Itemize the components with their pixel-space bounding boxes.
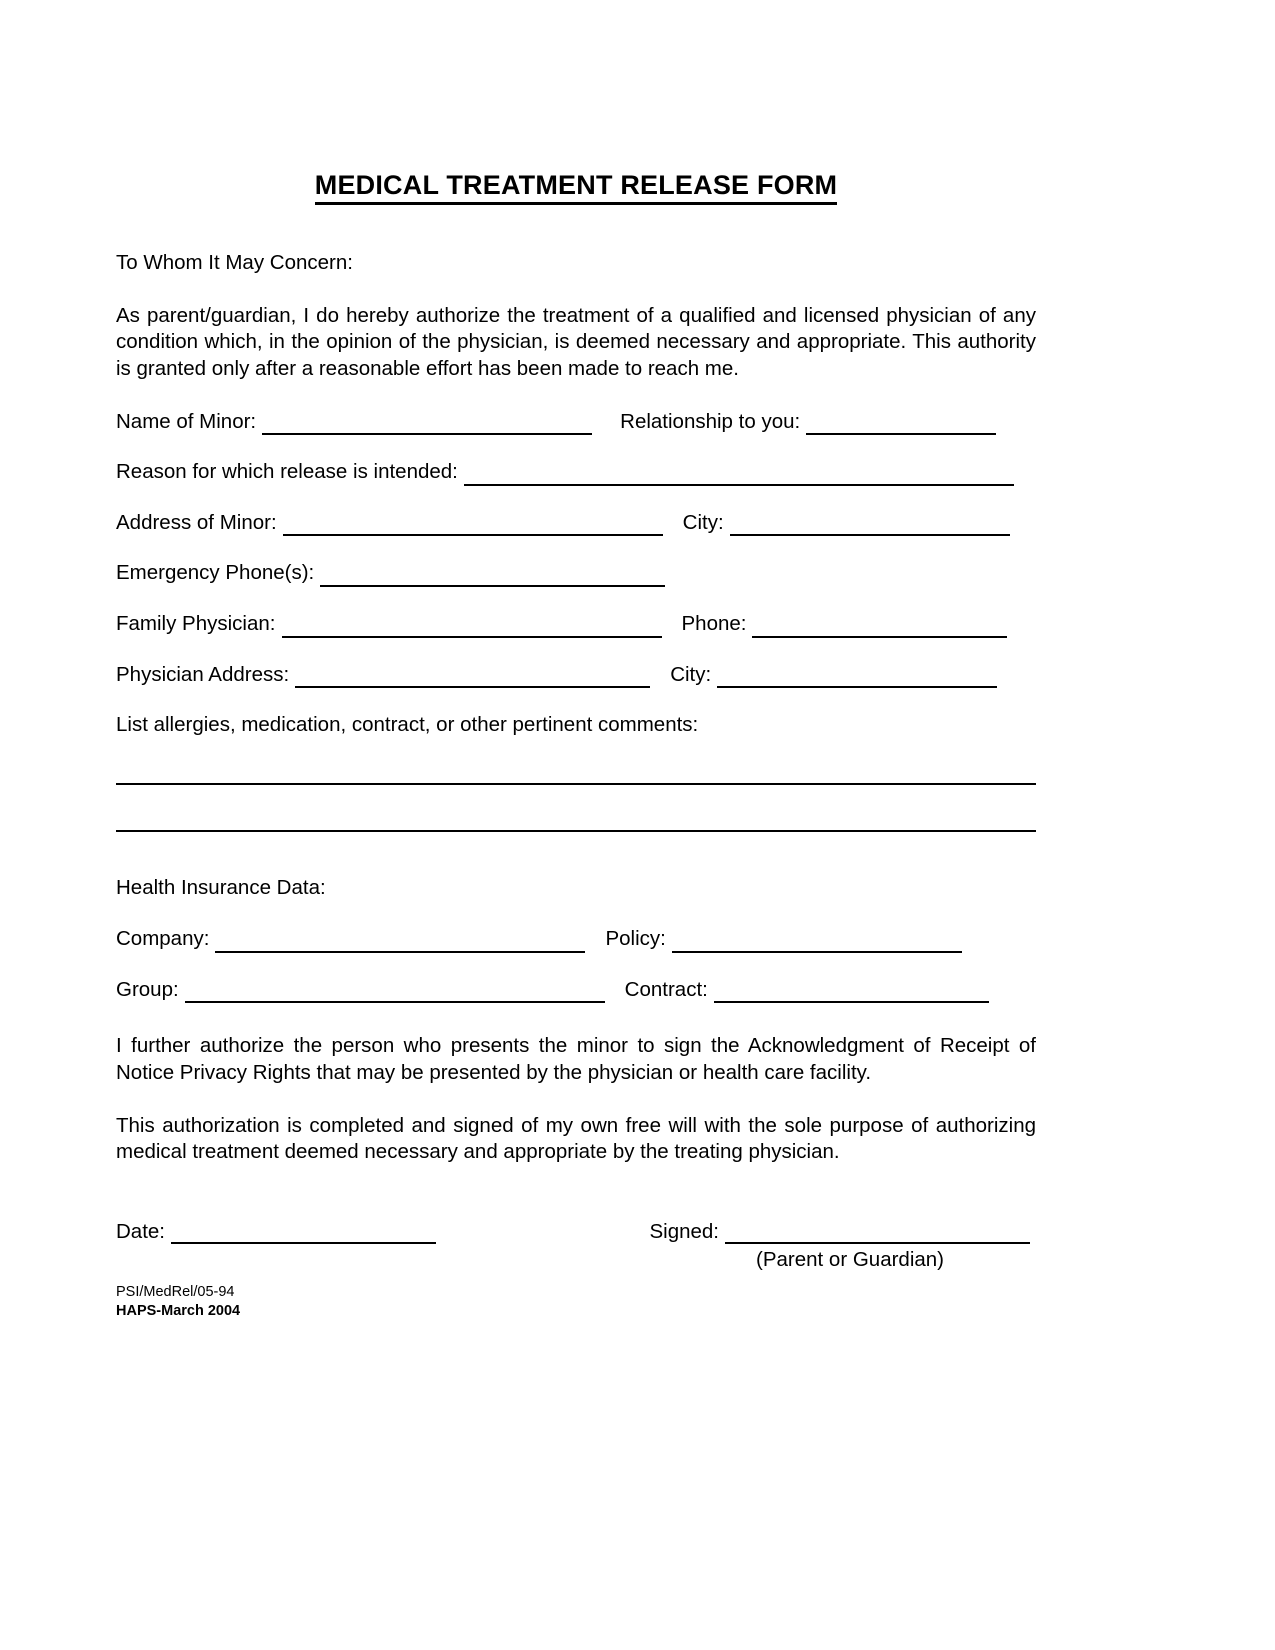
label-city-physician: City: <box>670 662 712 686</box>
signature-row <box>116 1220 1036 1244</box>
label-address-of-minor: Address of Minor: <box>116 510 277 534</box>
label-group: Group: <box>116 977 179 1001</box>
input-city-physician[interactable] <box>717 667 997 688</box>
footer-line-2: HAPS-March 2004 <box>116 1302 241 1319</box>
field-row-reason-for-release <box>116 459 1036 486</box>
input-reason-for-release[interactable] <box>464 464 1014 485</box>
input-city-minor[interactable] <box>730 515 1010 536</box>
label-physician-address: Physician Address: <box>116 662 290 686</box>
allergies-prompt: List allergies, medication, contract, or other pertinent comments: <box>116 713 699 737</box>
page-title-text: MEDICAL TREATMENT RELEASE FORM <box>315 170 838 205</box>
input-signature[interactable] <box>725 1222 1030 1243</box>
label-phone: Phone: <box>681 612 747 636</box>
closing-paragraph-1: I further authorize the person who presents the minor to sign the Acknowledgment of Receipt of Notice Privacy Rights that may be presented by the physician or health care facility. <box>116 1034 1036 1084</box>
label-reason-for-release: Reason for which release is intended: <box>116 460 458 484</box>
closing-paragraph-2: This authorization is completed and signed of my own free will with the sole purpose of authorizing medical treatment deemed necessary and appropriate by the treating physician. <box>116 1113 1036 1164</box>
label-company: Company: <box>116 927 210 951</box>
comments-line-2[interactable] <box>116 830 1036 832</box>
label-policy: Policy: <box>605 927 666 951</box>
footer-line-1: PSI/MedRel/05-94 <box>116 1284 235 1300</box>
label-signed: Signed: <box>649 1219 719 1243</box>
field-row-family-physician <box>116 611 1036 638</box>
document-content <box>116 170 1036 1272</box>
input-name-of-minor[interactable] <box>262 414 592 435</box>
label-family-physician: Family Physician: <box>116 612 276 636</box>
input-company[interactable] <box>215 931 585 952</box>
input-date[interactable] <box>171 1222 436 1243</box>
field-row-group-contract <box>116 977 1036 1004</box>
footer <box>116 1283 240 1320</box>
field-row-address-of-minor <box>116 510 1036 537</box>
health-insurance-header: Health Insurance Data: <box>116 876 326 900</box>
salutation: To Whom It May Concern: <box>116 251 353 274</box>
page-title <box>116 170 1036 202</box>
label-city-minor: City: <box>682 510 724 534</box>
label-date: Date: <box>116 1219 165 1243</box>
input-family-physician[interactable] <box>282 616 662 637</box>
input-emergency-phones[interactable] <box>320 566 665 587</box>
input-group[interactable] <box>185 982 605 1003</box>
input-address-of-minor[interactable] <box>283 515 663 536</box>
field-row-name-of-minor <box>116 409 1036 436</box>
label-emergency-phones: Emergency Phone(s): <box>116 561 315 585</box>
label-relationship-to-you: Relationship to you: <box>620 409 801 433</box>
input-policy[interactable] <box>672 931 962 952</box>
field-row-company-policy <box>116 926 1036 953</box>
input-phone[interactable] <box>752 616 1007 637</box>
input-relationship-to-you[interactable] <box>806 414 996 435</box>
signature-caption: (Parent or Guardian) <box>756 1247 945 1271</box>
input-contract[interactable] <box>714 982 989 1003</box>
field-row-physician-address <box>116 662 1036 689</box>
field-row-emergency-phones <box>116 560 1036 587</box>
input-physician-address[interactable] <box>295 667 650 688</box>
label-contract: Contract: <box>624 977 708 1001</box>
comments-line-1[interactable] <box>116 783 1036 785</box>
intro-paragraph: As parent/guardian, I do hereby authorize the treatment of a qualified and licensed physician of any condition which, in the opinion of the physician, is deemed necessary and appropriate. This authority is granted only after a reasonable effort has been made to reach me. <box>116 303 1036 380</box>
label-name-of-minor: Name of Minor: <box>116 409 257 433</box>
